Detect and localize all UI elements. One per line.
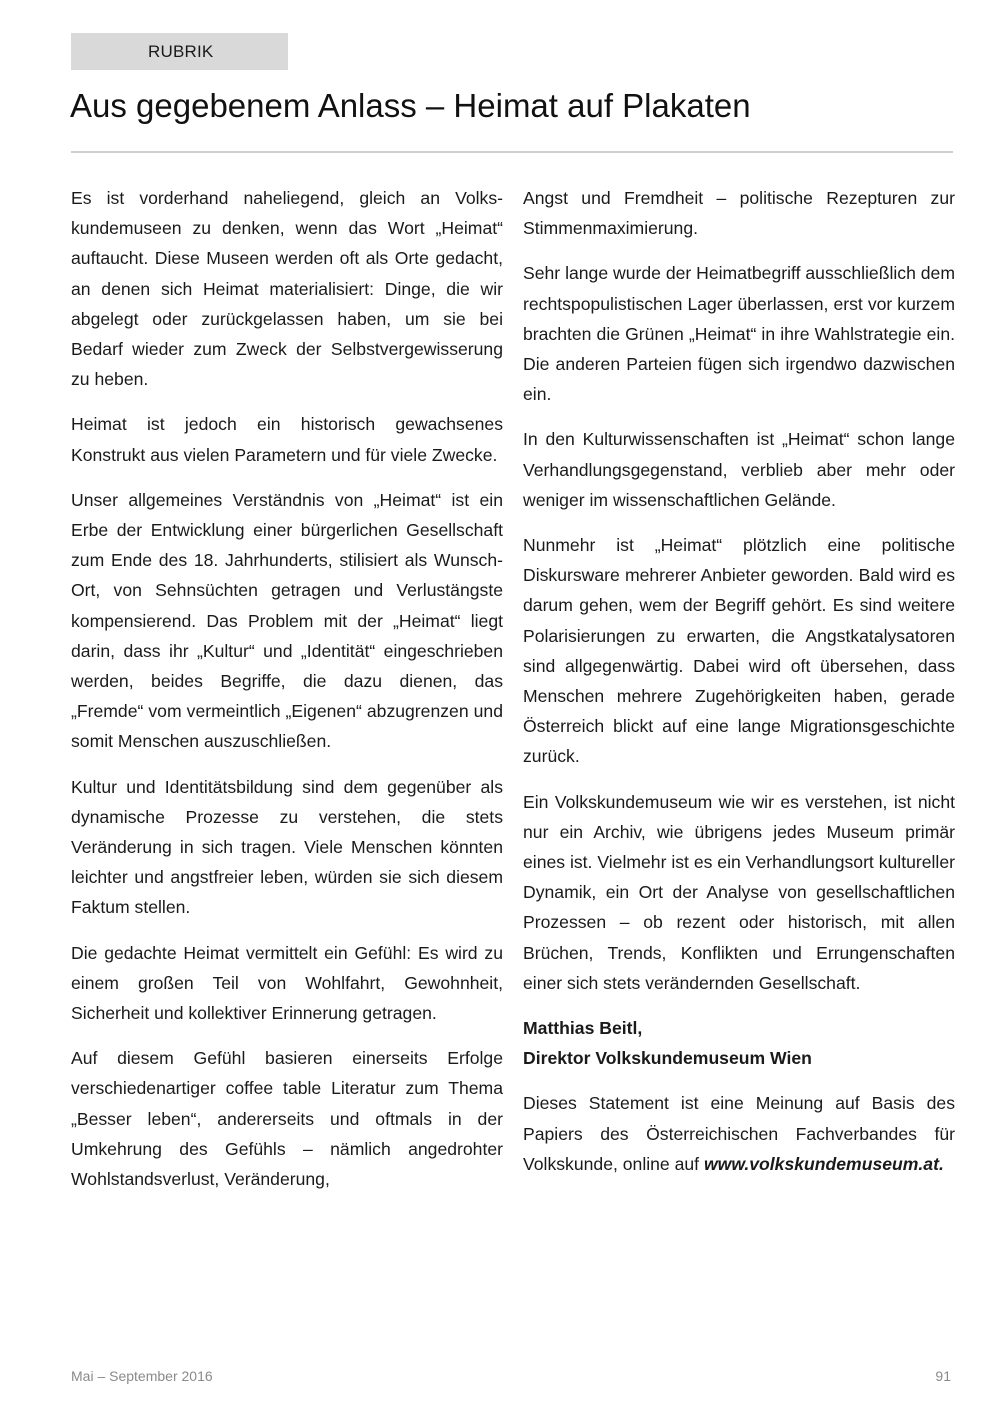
issue-date: Mai – September 2016 (71, 1368, 213, 1384)
author-signature (523, 1013, 955, 1073)
paragraph: Sehr lange wurde der Heimatbegriff ausschließlich dem rechtspopulistischen Lager überlassen, erst vor kurzem brachten die Grünen „Heimat“ in ihre Wahlstrategie ein. Die anderen Parteien fügen sich irgendwo dazwischen ein. (523, 263, 955, 405)
article-column-left (71, 183, 503, 1209)
paragraph: In den Kulturwissenschaften ist „Heimat“ schon lange Verhandlungsgegenstand, verblieb aber mehr oder weniger im wissenschaftlichen Gelände. (523, 429, 955, 510)
source-note-text: Dieses Statement ist eine Meinung auf Basis des Papiers des Österreichischen Fachverbandes für Volkskunde, online auf (523, 1093, 955, 1174)
paragraph: Angst und Fremdheit – politische Rezepturen zur Stimmenmaximierung. (523, 188, 955, 239)
article-column-right (523, 183, 955, 1194)
paragraph: Kultur und Identitätsbildung sind dem gegenüber als dynamische Prozesse zu verstehen, die stets Veränderung in sich tragen. Viele Menschen könnten leichter und angstfreier leben, würden sie sich diesem Faktum stellen. (71, 776, 503, 918)
museum-website-link[interactable]: www.volkskundemuseum.at. (703, 1153, 944, 1174)
paragraph: Nunmehr ist „Heimat“ plötzlich eine politische Diskursware mehrerer Anbieter geworden. Bald wird es darum gehen, wem der Begriff gehört. Es sind weitere Polarisierungen zu erwarten, die Angstkatalysatoren sind allgegenwärtig. Dabei wird oft übersehen, dass Menschen mehrere Zugehörigkeiten haben, gerade Österreich blickt auf eine lange Migrationsgeschichte zurück. (523, 535, 955, 767)
author-role: Direktor Volkskundemuseum Wien (523, 1048, 812, 1069)
page-title: Aus gegebenem Anlass – Heimat auf Plakaten (70, 87, 751, 124)
page-number: 91 (935, 1368, 951, 1384)
paragraph: Es ist vorderhand naheliegend, gleich an Volkskundemuseen zu denken, wenn das Wort „Heimat“ auftaucht. Diese Museen werden oft als Orte gedacht, an denen sich Heimat materialisiert: Dinge, die wir abgelegt oder zurückgelassen haben, um sie bei Bedarf wieder zum Zweck der Selbstvergewisserung zu heben. (71, 188, 503, 390)
paragraph: Auf diesem Gefühl basieren einerseits Erfolge verschiedenartiger coffee table Literatur zum Thema „Besser leben“, andererseits und oftmals in der Umkehrung des Gefühls – nämlich angedrohter Wohlstandsverlust, Veränderung, (71, 1048, 503, 1190)
paragraph: Unser allgemeines Verständnis von „Heimat“ ist ein Erbe der Entwicklung einer bürgerlichen Gesellschaft zum Ende des 18. Jahrhunderts, stilisiert als Wunsch-Ort, von Sehnsüchten getragen und Verlustängste kompensierend. Das Problem mit der „Heimat“ liegt darin, dass ihr „Kultur“ und „Identität“ eingeschrieben werden, beides Begriffe, die dazu dienen, das „Fremde“ vom vermeintlich „Eigenen“ abzugrenzen und somit Menschen auszuschließen. (71, 489, 503, 752)
rubric-label: RUBRIK (71, 33, 288, 70)
paragraph: Ein Volkskundemuseum wie wir es verstehen, ist nicht nur ein Archiv, wie übrigens jedes Museum primär eines ist. Vielmehr ist es ein Verhandlungsort kultureller Dynamik, ein Ort der Analyse von gesellschaftlichen Prozessen – ob rezent oder historisch, mit allen Brüchen, Trends, Konflikten und Errungenschaften einer sich stets verändernden Gesellschaft. (523, 791, 955, 993)
paragraph: Die gedachte Heimat vermittelt ein Gefühl: Es wird zu einem großen Teil von Wohlfahrt, Gewohnheit, Sicherheit und kollektiver Erinnerung getragen. (71, 942, 503, 1024)
paragraph: Heimat ist jedoch ein historisch gewachsenes Konstrukt aus vielen Parametern und für viele Zwecke. (71, 414, 503, 465)
source-note (523, 1088, 955, 1179)
author-name: Matthias Beitl, (523, 1018, 643, 1039)
title-divider (71, 151, 953, 153)
